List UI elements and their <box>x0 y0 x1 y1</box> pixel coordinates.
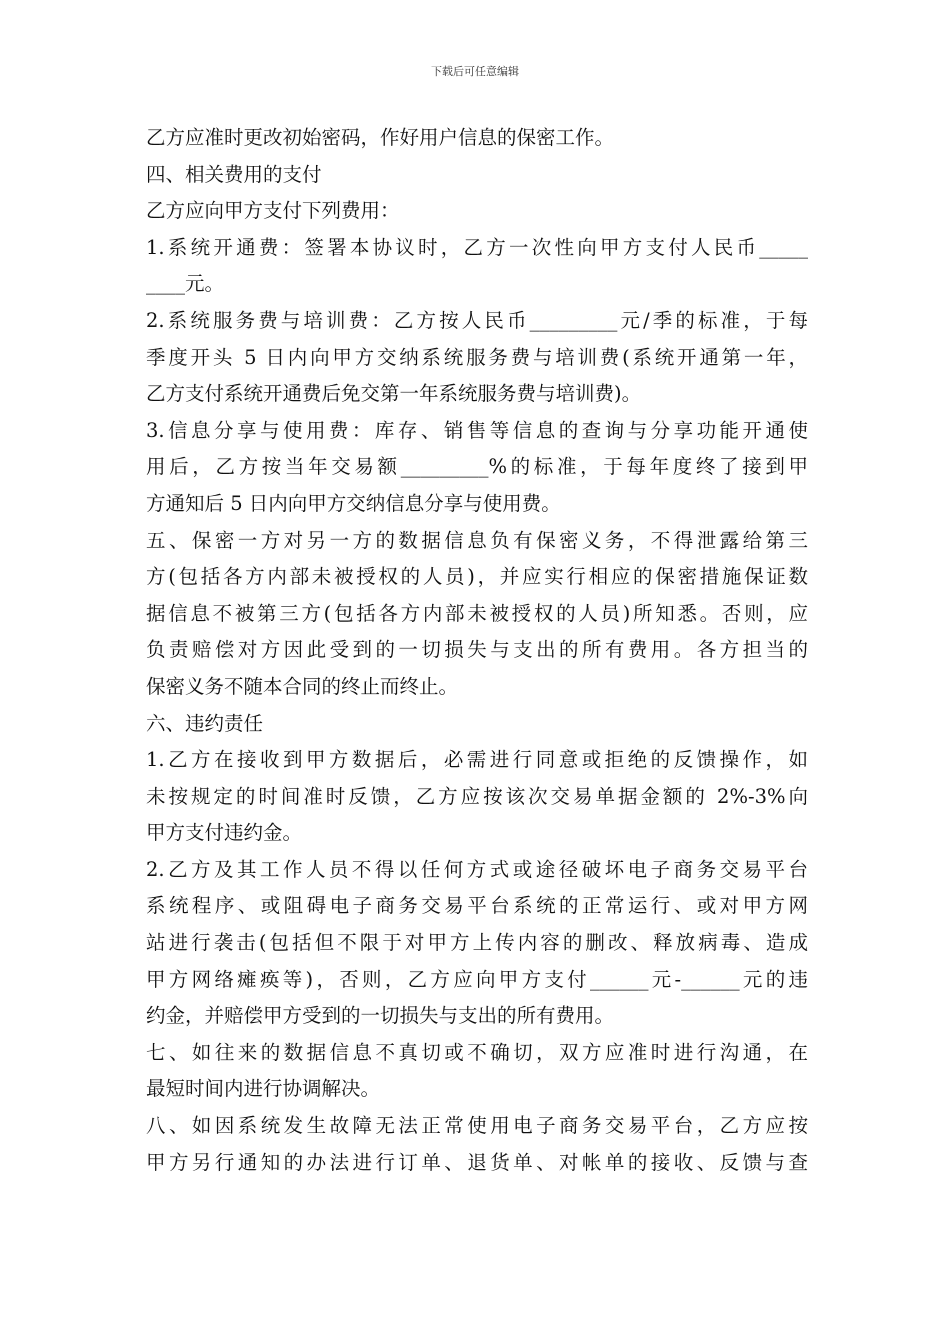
text-line: 2.系统服务费与培训费：乙方按人民币_________元/季的标准，于每 <box>146 308 808 332</box>
page-header: 下载后可任意编辑 <box>431 65 519 78</box>
text-line: 方通知后 5 日内向甲方交纳信息分享与使用费。 <box>146 491 561 515</box>
text-line: 最短时间内进行协调解决。 <box>146 1077 381 1101</box>
text-line: 1.乙方在接收到甲方数据后，必需进行同意或拒绝的反馈操作，如 <box>146 748 808 772</box>
document-body <box>146 120 808 1181</box>
text-line: ____元。 <box>146 272 225 296</box>
text-line: 季度开头 5 日内向甲方交纳系统服务费与培训费(系统开通第一年， <box>146 345 808 369</box>
text-line: 站进行袭击(包括但不限于对甲方上传内容的删改、释放病毒、造成 <box>146 931 808 955</box>
text-line: 2.乙方及其工作人员不得以任何方式或途径破坏电子商务交易平台 <box>146 857 808 881</box>
text-line: 约金，并赔偿甲方受到的一切损失与支出的所有费用。 <box>146 1004 615 1028</box>
text-line: 负责赔偿对方因此受到的一切损失与支出的所有费用。各方担当的 <box>146 638 808 662</box>
text-line: 四、相关费用的支付 <box>146 162 322 186</box>
text-line: 据信息不被第三方(包括各方内部未被授权的人员)所知悉。否则，应 <box>146 601 808 625</box>
text-line: 八、如因系统发生故障无法正常使用电子商务交易平台，乙方应按 <box>146 1114 808 1138</box>
text-line: 甲方另行通知的办法进行订单、退货单、对帐单的接收、反馈与查 <box>146 1150 808 1174</box>
text-line: 五、保密一方对另一方的数据信息负有保密义务，不得泄露给第三 <box>146 528 808 552</box>
text-line: 六、违约责任 <box>146 711 264 735</box>
text-line: 方(包括各方内部未被授权的人员)，并应实行相应的保密措施保证数 <box>146 565 808 589</box>
text-line: 用后，乙方按当年交易额_________%的标准，于每年度终了接到甲 <box>146 455 808 479</box>
text-line: 系统程序、或阻碍电子商务交易平台系统的正常运行、或对甲方网 <box>146 894 808 918</box>
text-line: 3.信息分享与使用费：库存、销售等信息的查询与分享功能开通使 <box>146 418 808 442</box>
text-line: 乙方支付系统开通费后免交第一年系统服务费与培训费)。 <box>146 382 642 406</box>
text-line: 未按规定的时间准时反馈，乙方应按该次交易单据金额的 2%-3%向 <box>146 784 808 808</box>
text-line: 甲方支付违约金。 <box>146 821 303 845</box>
text-line: 乙方应向甲方支付下列费用： <box>146 199 400 223</box>
text-line: 乙方应准时更改初始密码，作好用户信息的保密工作。 <box>146 126 615 149</box>
text-line: 七、如往来的数据信息不真切或不确切，双方应准时进行沟通，在 <box>146 1040 808 1064</box>
text-line: 保密义务不随本合同的终止而终止。 <box>146 674 459 698</box>
text-line: 1.系统开通费：签署本协议时，乙方一次性向甲方支付人民币_____ <box>146 235 808 259</box>
text-line: 甲方网络瘫痪等)，否则，乙方应向甲方支付______元-______元的违 <box>146 967 808 991</box>
